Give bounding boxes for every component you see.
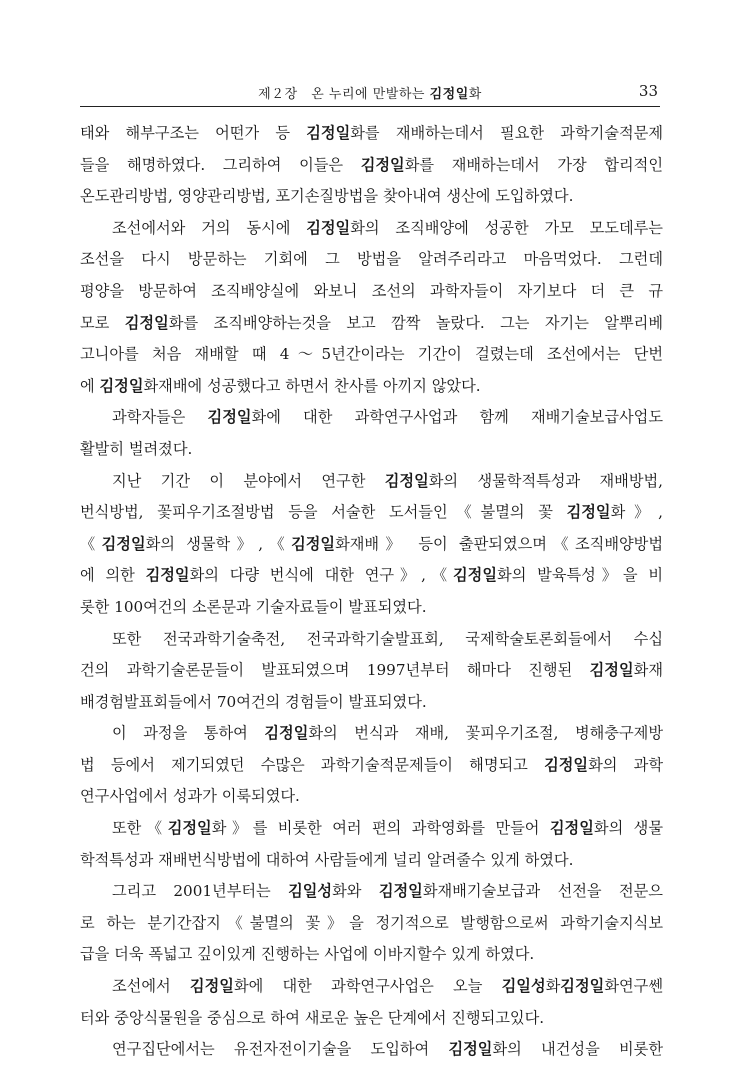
text-line (80, 181, 663, 213)
bold-name: 김정일 (207, 408, 252, 427)
text-line (80, 845, 663, 877)
text-run: 화의 생물학적특성과 재배방법, (428, 471, 663, 490)
text-line (80, 339, 663, 371)
text-line (80, 971, 663, 1003)
text-run: 연구집단에서는 유전자전이기술을 도입하여 (112, 1040, 449, 1059)
bold-name: 김정일 (544, 755, 589, 774)
text-line (80, 939, 663, 971)
bold-name: 김일성 (501, 977, 546, 996)
text-run: 그리고 2001년부터는 (112, 882, 289, 901)
text-run: 에 의한 (80, 566, 146, 585)
text-run: 학적특성과 재배번식방법에 대하여 사람들에게 널리 알려줄수 있게 하였다. (80, 850, 574, 869)
bold-name: 김정일 (99, 376, 144, 395)
text-run: 화의 조직배양에 성공한 가모 모도데루는 (350, 218, 663, 237)
text-line (80, 529, 663, 561)
text-run: 조선에서 (112, 977, 190, 996)
bold-name: 김정일 (306, 218, 351, 237)
text-line (80, 150, 663, 182)
text-line (80, 624, 663, 656)
text-line (80, 402, 663, 434)
text-run: 조선에서와 거의 동시에 (112, 218, 307, 237)
text-line (80, 560, 663, 592)
text-run: 온도관리방법, 영양관리방법, 포기손질방법을 찾아내여 생산에 도입하였다. (80, 187, 574, 206)
text-line (80, 876, 663, 908)
text-line (80, 276, 663, 308)
text-line (80, 1034, 663, 1066)
text-run: 화재배기술보급과 선전을 전문으 (422, 882, 663, 901)
bold-name: 김정일 (360, 155, 405, 174)
chapter-title-prefix: 제２장 온 누리에 만발하는 (258, 87, 430, 102)
text-line (80, 308, 663, 340)
text-line (80, 118, 663, 150)
text-run: 또한 전국과학기술축전, 전국과학기술발표회, 국제학술토론회들에서 수십 (112, 629, 663, 648)
text-run: 들을 해명하였다. 그리하여 이들은 (80, 155, 361, 174)
page-number: 33 (638, 82, 658, 100)
text-run: 과학자들은 (112, 408, 208, 427)
text-run: 화의 번식과 재배, 꽃피우기조절, 병해충구제방 (308, 724, 663, 743)
bold-name: 김정일 (291, 534, 336, 553)
text-line (80, 434, 663, 466)
text-run: 화와 (332, 882, 379, 901)
bold-name: 김정일 (145, 566, 190, 585)
text-run: 화연구쎈 (604, 977, 663, 996)
text-line (80, 592, 663, 624)
text-line (80, 687, 663, 719)
chapter-title-suffix: 화 (468, 87, 482, 102)
bold-name: 김정일 (549, 819, 594, 838)
bold-name: 김정일 (566, 503, 611, 522)
text-line (80, 781, 663, 813)
text-run: 화를 재배하는데서 필요한 과학기술적문제 (350, 124, 663, 142)
text-line (80, 908, 663, 940)
bold-name: 김정일 (384, 471, 429, 490)
text-run: 로 하는 분기간잡지《불멸의 꽃》을 정기적으로 발행함으로써 과학기술지식보 (80, 913, 663, 932)
text-line (80, 213, 663, 245)
bold-name: 김정일 (167, 819, 212, 838)
text-run: 화 (545, 977, 561, 996)
text-run: 화의 발육특성》을 비 (497, 566, 663, 585)
text-run: 화의 생물학》,《 (145, 534, 292, 553)
text-run: 화재배》 등이 출판되였으며《조직배양방법 (335, 534, 663, 553)
text-line (80, 1003, 663, 1035)
text-run: 화》를 비롯한 여러 편의 과학영화를 만들어 (211, 819, 550, 838)
text-run: 또한《 (112, 819, 168, 838)
text-run: 《 (80, 534, 102, 553)
text-run: 법 등에서 제기되였던 수많은 과학기술적문제들이 해명되고 (80, 755, 545, 774)
bold-name: 김정일 (306, 124, 351, 142)
text-run: 고니아를 처음 재배할 때 4～5년간이라는 기간이 걸렸는데 조선에서는 단번 (80, 345, 663, 364)
text-run: 화의 생물 (593, 819, 663, 838)
text-run: 에 (80, 376, 100, 395)
bold-name: 김정일 (448, 1040, 493, 1059)
bold-name: 김일성 (288, 882, 333, 901)
text-run: 건의 과학기술론문들이 발표되였으며 1997년부터 해마다 진행된 (80, 661, 590, 680)
text-run: 이 과정을 통하여 (112, 724, 265, 743)
running-header (80, 80, 660, 107)
text-line (80, 497, 663, 529)
text-run: 번식방법, 꽃피우기조절방법 등을 서술한 도서들인《불멸의 꽃 (80, 503, 567, 522)
text-line (80, 750, 663, 782)
text-run: 화재 (633, 661, 663, 680)
body-text (80, 118, 663, 1066)
bold-name: 김정일 (101, 534, 146, 553)
text-run: 화를 재배하는데서 가장 합리적인 (404, 155, 663, 174)
bold-name: 김정일 (378, 882, 423, 901)
text-run: 롯한 100여건의 소론문과 기술자료들이 발표되였다. (80, 597, 427, 616)
text-run: 화의 내건성을 비롯한 (492, 1040, 663, 1059)
text-run: 화를 조직배양하는것을 보고 깜짝 놀랐다. 그는 자기는 알뿌리베 (168, 313, 663, 332)
text-run: 화에 대한 과학연구사업은 오늘 (233, 977, 502, 996)
text-line (80, 371, 663, 403)
text-run: 화에 대한 과학연구사업과 함께 재배기술보급사업도 (251, 408, 663, 427)
text-line (80, 813, 663, 845)
text-run: 화재배에 성공했다고 하면서 찬사를 아끼지 않았다. (143, 376, 481, 395)
text-run: 모로 (80, 313, 125, 332)
text-run: 배경험발표회들에서 70여건의 경험들이 발표되였다. (80, 692, 427, 711)
bold-name: 김정일 (264, 724, 309, 743)
text-run: 연구사업에서 성과가 이룩되였다. (80, 787, 300, 806)
bold-name: 김정일 (560, 977, 605, 996)
text-run: 평양을 방문하여 조직배양실에 와보니 조선의 과학자들이 자기보다 더 큰 규 (80, 281, 663, 300)
bold-name: 김정일 (453, 566, 498, 585)
text-line (80, 655, 663, 687)
bold-name: 김정일 (124, 313, 169, 332)
text-run: 화》, (610, 503, 663, 522)
bold-name: 김정일 (589, 661, 634, 680)
text-run: 터와 중앙식물원을 중심으로 하여 새로운 높은 단계에서 진행되고있다. (80, 1008, 545, 1027)
text-line (80, 466, 663, 498)
text-run: 지난 기간 이 분야에서 연구한 (112, 471, 385, 490)
chapter-title (80, 83, 660, 102)
text-line (80, 244, 663, 276)
text-run: 태와 해부구조는 어떤가 등 (80, 124, 307, 142)
text-run: 활발히 벌려졌다. (80, 439, 193, 458)
bold-name: 김정일 (189, 977, 234, 996)
text-run: 화의 다량 번식에 대한 연구》,《 (189, 566, 454, 585)
text-run: 급을 더욱 폭넓고 깊이있게 진행하는 사업에 이바지할수 있게 하였다. (80, 945, 535, 964)
chapter-title-bold: 김정일 (429, 87, 469, 102)
text-run: 조선을 다시 방문하는 기회에 그 방법을 알려주리라고 마음먹었다. 그런데 (80, 250, 663, 269)
text-run: 화의 과학 (588, 755, 663, 774)
text-line (80, 718, 663, 750)
